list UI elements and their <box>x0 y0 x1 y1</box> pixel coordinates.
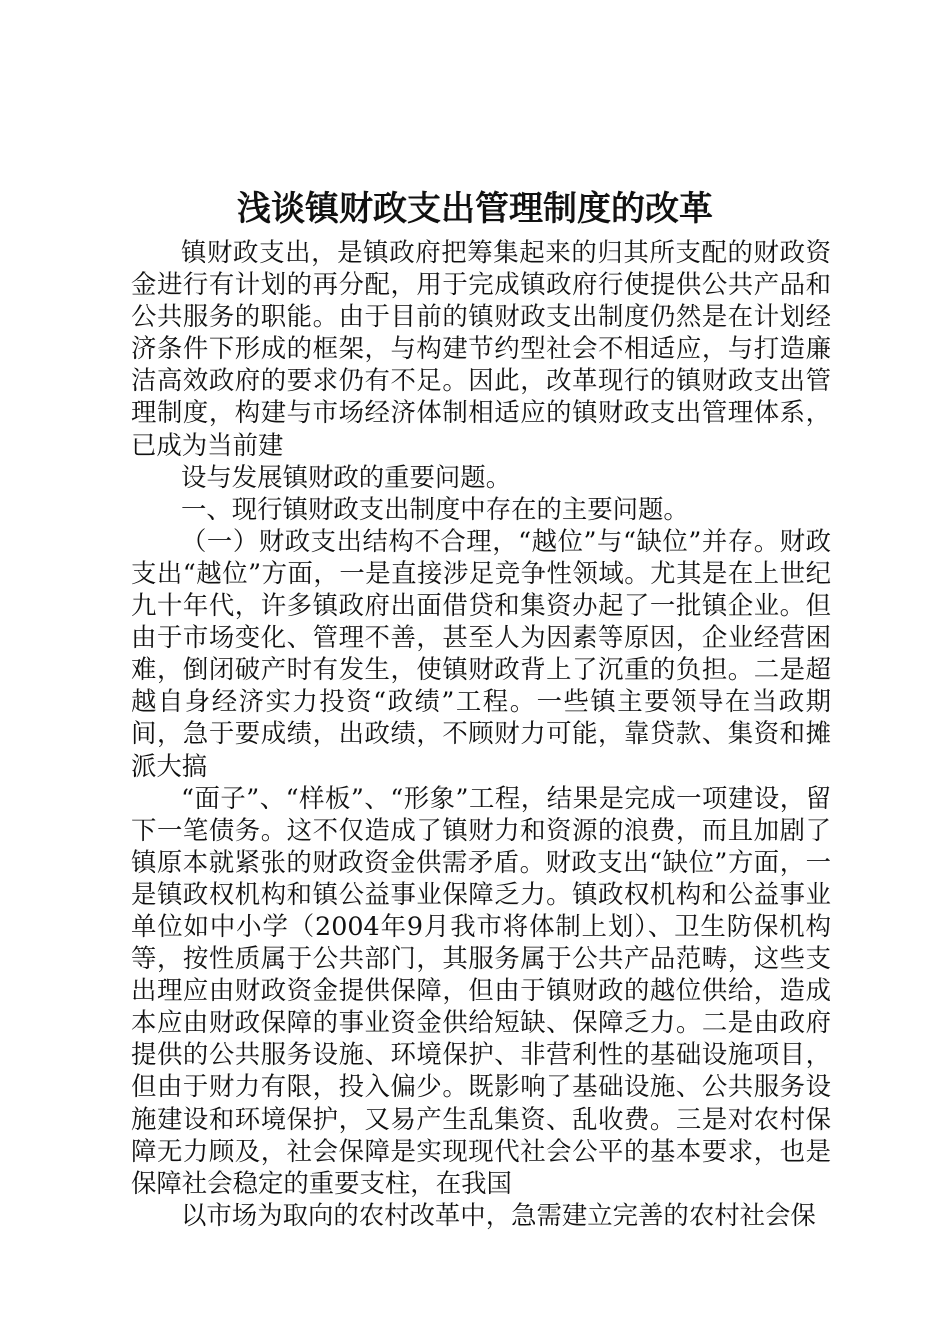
paragraph: 设与发展镇财政的重要问题。 <box>181 461 512 492</box>
paragraph: 一、现行镇财政支出制度中存在的主要问题。 <box>181 493 689 524</box>
paragraph: 以市场为取向的农村改革中，急需建立完善的农村社会保 <box>181 1199 816 1230</box>
paragraph: （一）财政支出结构不合理，“越位”与“缺位”并存。财政支出“越位”方面，一是直接涉足竞争性领域。尤其是在上世纪九十年代，许多镇政府出面借贷和集资办起了一批镇企业。但由于市场变化、管理不善，甚至人为因素等原因，企业经营困难，倒闭破产时有发生，使镇财政背上了沉重的负担。二是超越自身经济实力投资“政绩”工程。一些镇主要领导在当政期间，急于要成绩，出政绩，不顾财力可能，靠贷款、集资和摊派大搞 <box>131 525 831 781</box>
document-body <box>131 236 831 1231</box>
paragraph: “面子”、“样板”、“形象”工程，结果是完成一项建设，留下一笔债务。这不仅造成了镇财力和资源的浪费，而且加剧了镇原本就紧张的财政资金供需矛盾。财政支出“缺位”方面，一是镇政权机构和镇公益事业保障乏力。镇政权机构和公益事业单位如中小学（2004年9月我市将体制上划）、卫生防保机构等，按性质属于公共部门，其服务属于公共产品范畴，这些支出理应由财政资金提供保障，但由于镇财政的越位供给，造成本应由财政保障的事业资金供给短缺、保障乏力。二是由政府提供的公共服务设施、环境保护、非营利性的基础设施项目，但由于财力有限，投入偏少。既影响了基础设施、公共服务设施建设和环境保护，又易产生乱集资、乱收费。三是对农村保障无力顾及，社会保障是实现现代社会公平的基本要求，也是保障社会稳定的重要支柱，在我国 <box>131 782 831 1198</box>
paragraph: 镇财政支出，是镇政府把筹集起来的归其所支配的财政资金进行有计划的再分配，用于完成镇政府行使提供公共产品和公共服务的职能。由于目前的镇财政支出制度仍然是在计划经济条件下形成的框架，与构建节约型社会不相适应，与打造廉洁高效政府的要求仍有不足。因此，改革现行的镇财政支出管理制度，构建与市场经济体制相适应的镇财政支出管理体系，已成为当前建 <box>131 237 831 460</box>
document-title: 浅谈镇财政支出管理制度的改革 <box>237 189 713 229</box>
